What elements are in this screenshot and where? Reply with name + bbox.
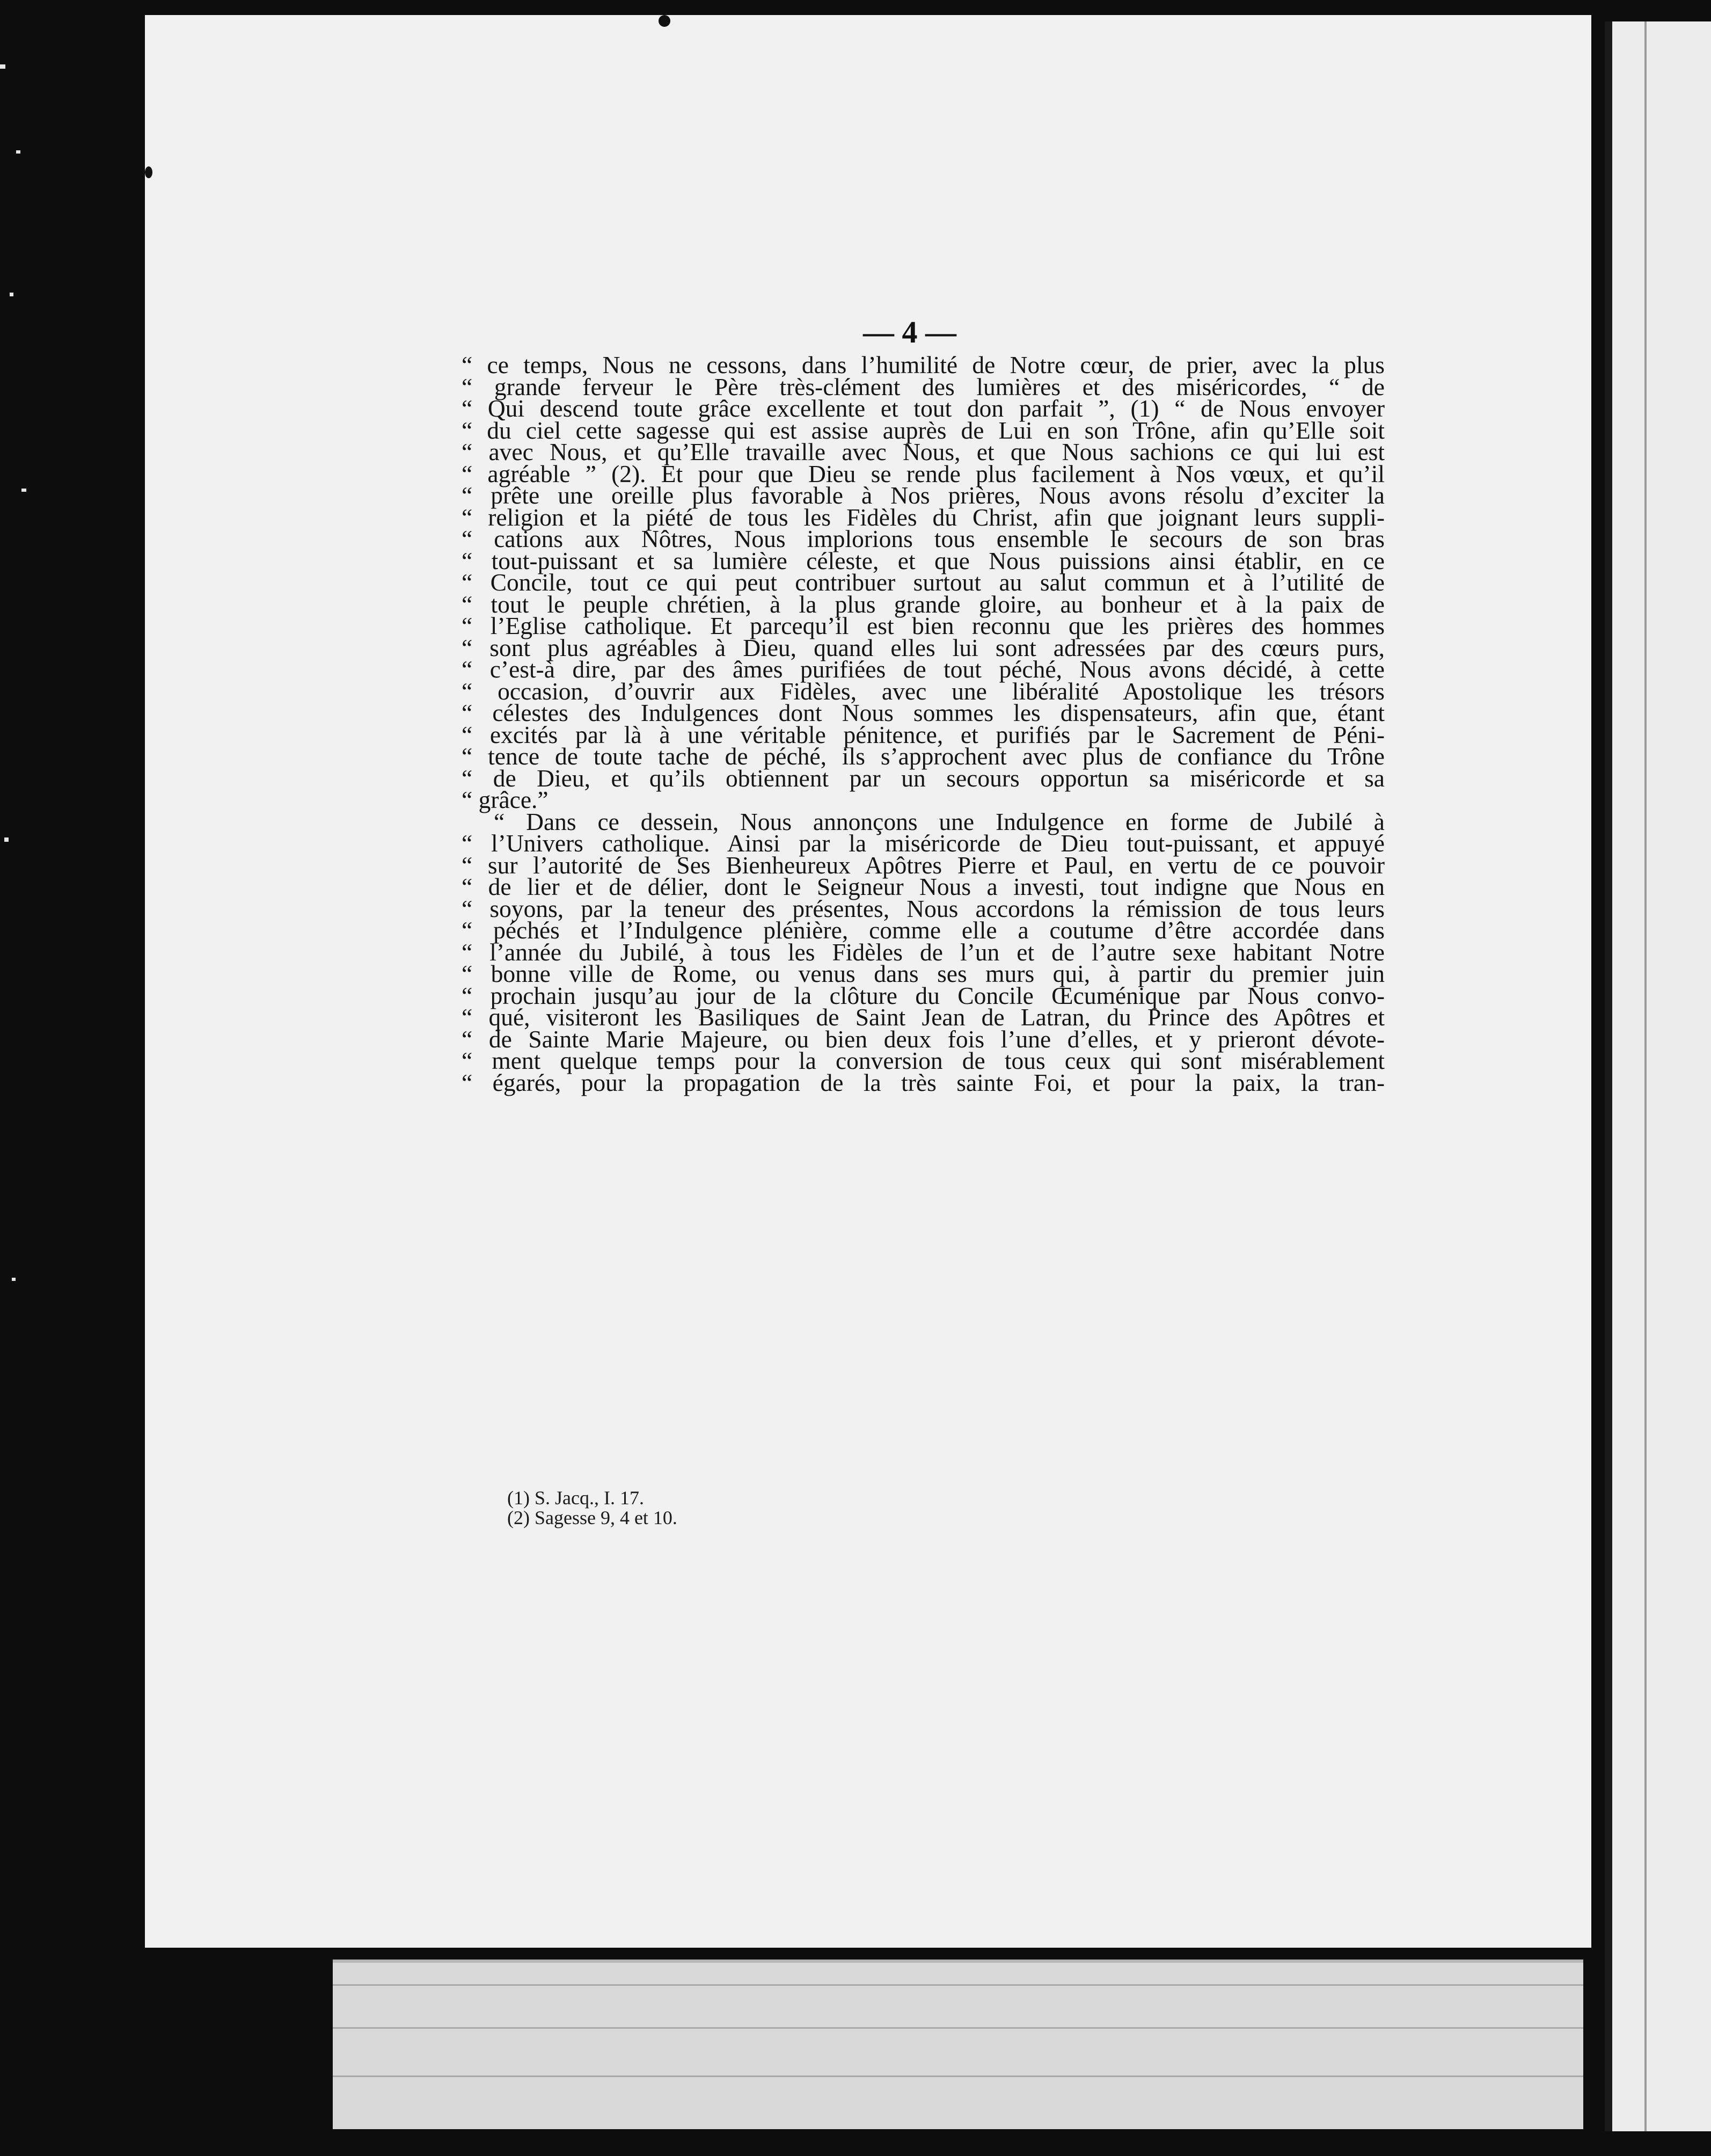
text-line: “ grâce.”: [462, 786, 549, 813]
text-line: “ du ciel cette sagesse qui est assise auprès de Lui en son Trône, afin qu’Elle soit: [462, 416, 1385, 444]
text-line: “ tence de toute tache de péché, ils s’approchent avec plus de confiance du Trône: [462, 742, 1385, 770]
adjacent-page-edge: [1605, 21, 1711, 2131]
page-stack-edge: [333, 1960, 1583, 2129]
text-line: “ agréable ” (2). Et pour que Dieu se rende plus facilement à Nos vœux, et qu’il: [462, 460, 1385, 487]
scan-speck: [0, 64, 5, 69]
text-line: “ prochain jusqu’au jour de la clôture du Concile Œcuménique par Nous convo-: [462, 981, 1385, 1009]
text-line: “ tout-puissant et sa lumière céleste, et que Nous puissions ainsi établir, en ce: [462, 547, 1385, 574]
page-number: — 4 —: [863, 315, 956, 349]
text-line: “ tout le peuple chrétien, à la plus grande gloire, au bonheur et à la paix de: [462, 590, 1385, 618]
text-line: “ Concile, tout ce qui peut contribuer surtout au salut commun et à l’utilité de: [462, 569, 1385, 596]
scan-speck: [16, 150, 20, 154]
text-line: “ de Dieu, et qu’ils obtiennent par un secours opportun sa miséricorde et sa: [462, 764, 1385, 792]
text-line: “ soyons, par la teneur des présentes, Nous accordons la rémission de tous leurs: [462, 894, 1385, 922]
text-line: “ l’Eglise catholique. Et parcequ’il est bien reconnu que les prières des hommes: [462, 612, 1385, 639]
footnotes: [507, 1488, 990, 1528]
text-line: “ Dans ce dessein, Nous annonçons une Indulgence en forme de Jubilé à: [494, 807, 1385, 835]
text-line: “ de Sainte Marie Majeure, ou bien deux fois l’une d’elles, et y prieront dévote-: [462, 1025, 1385, 1053]
text-line: “ c’est-à dire, par des âmes purifiées de tout péché, Nous avons décidé, à cette: [462, 655, 1385, 683]
ink-speck: [659, 15, 670, 27]
text-line: “ religion et la piété de tous les Fidèles du Christ, afin que joignant leurs suppli-: [462, 503, 1385, 531]
scan-speck: [12, 1278, 16, 1281]
text-line: “ grande ferveur le Père très-clément des lumières et des miséricordes, “ de: [462, 373, 1385, 400]
text-line: “ excités par là à une véritable pénitence, et purifiés par le Sacrement de Péni-: [462, 720, 1385, 748]
scan-speck: [4, 837, 9, 842]
scan-speck: [10, 293, 13, 296]
text-line: “ égarés, pour la propagation de la très sainte Foi, et pour la paix, la tran-: [462, 1068, 1385, 1096]
ink-speck: [145, 166, 152, 178]
text-line: “ qué, visiteront les Basiliques de Saint Jean de Latran, du Prince des Apôtres et: [462, 1003, 1385, 1031]
scan-speck: [21, 489, 26, 492]
text-line: “ ce temps, Nous ne cessons, dans l’humilité de Notre cœur, de prier, avec la plus: [462, 351, 1385, 378]
text-line: “ péchés et l’Indulgence plénière, comme elle a coutume d’être accordée dans: [462, 916, 1385, 944]
text-line: “ ment quelque temps pour la conversion de tous ceux qui sont misérablement: [462, 1047, 1385, 1074]
text-line: “ l’Univers catholique. Ainsi par la miséricorde de Dieu tout-puissant, et appuyé: [462, 829, 1385, 857]
text-line: “ avec Nous, et qu’Elle travaille avec Nous, et que Nous sachions ce qui lui est: [462, 438, 1385, 465]
text-line: “ prête une oreille plus favorable à Nos prières, Nous avons résolu d’exciter la: [462, 482, 1385, 509]
text-line: “ de lier et de délier, dont le Seigneur Nous a investi, tout indigne que Nous en: [462, 873, 1385, 900]
text-line: “ sur l’autorité de Ses Bienheureux Apôtres Pierre et Paul, en vertu de ce pouvoir: [462, 851, 1385, 879]
text-line: “ célestes des Indulgences dont Nous sommes les dispensateurs, afin que, étant: [462, 699, 1385, 726]
text-line: “ cations aux Nôtres, Nous implorions tous ensemble le secours de son bras: [462, 525, 1385, 552]
footnote: (2) Sagesse 9, 4 et 10.: [507, 1507, 677, 1528]
footnote: (1) S. Jacq., I. 17.: [507, 1487, 644, 1509]
text-line: “ l’année du Jubilé, à tous les Fidèles de l’un et de l’autre sexe habitant Notre: [462, 938, 1385, 966]
text-line: “ Qui descend toute grâce excellente et tout don parfait ”, (1) “ de Nous envoyer: [462, 395, 1385, 422]
text-line: “ sont plus agréables à Dieu, quand elles lui sont adressées par des cœurs purs,: [462, 633, 1385, 661]
body-text: [462, 351, 1385, 1096]
text-line: “ bonne ville de Rome, ou venus dans ses murs qui, à partir du premier juin: [462, 960, 1385, 987]
text-line: “ occasion, d’ouvrir aux Fidèles, avec une libéralité Apostolique les trésors: [462, 677, 1385, 705]
